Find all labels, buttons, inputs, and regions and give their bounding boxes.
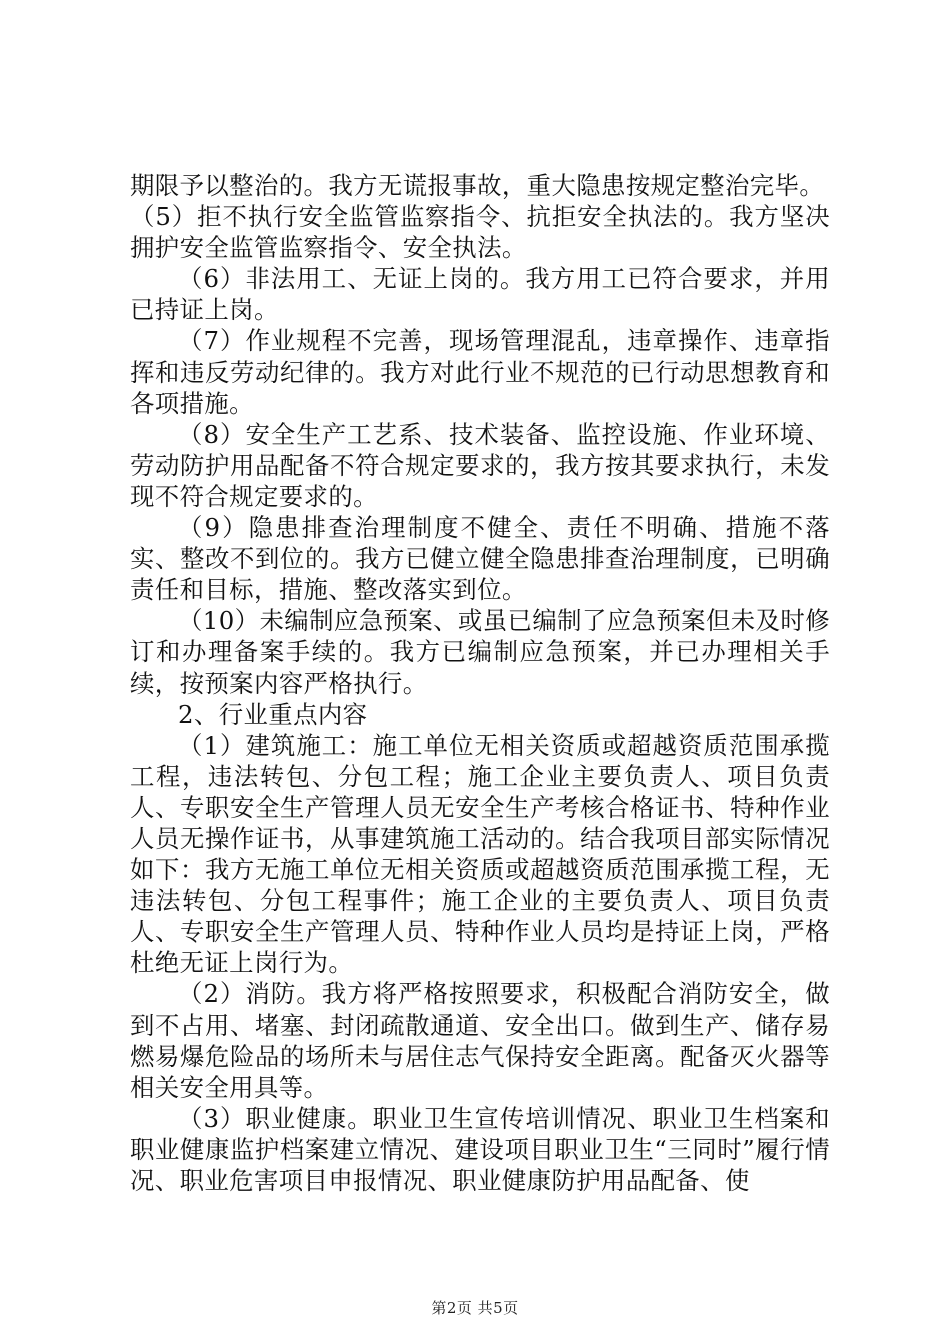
paragraph: （8）安全生产工艺系、技术装备、监控设施、作业环境、劳动防护用品配备不符合规定要求的，我方按其要求执行，未发现不符合规定要求的。	[130, 419, 830, 511]
paragraph: （10）未编制应急预案、或虽已编制了应急预案但未及时修订和办理备案手续的。我方已编制应急预案，并已办理相关手续，按预案内容严格执行。	[130, 606, 830, 698]
paragraph: （3）职业健康。职业卫生宣传培训情况、职业卫生档案和职业健康监护档案建立情况、建设项目职业卫生“三同时”履行情况、职业危害项目申报情况、职业健康防护用品配备、使	[130, 1103, 830, 1195]
paragraph: （5）拒不执行安全监管监察指令、抗拒安全执法的。我方坚决拥护安全监管监察指令、安全执法。	[130, 202, 830, 263]
paragraph: （9）隐患排查治理制度不健全、责任不明确、措施不落实、整改不到位的。我方已健立健全隐患排查治理制度，已明确责任和目标，措施、整改落实到位。	[130, 513, 830, 605]
page-footer: 第2页 共5页	[431, 1299, 519, 1317]
section-heading: 2、行业重点内容	[178, 699, 368, 729]
paragraph: （2）消防。我方将严格按照要求，积极配合消防安全，做到不占用、堵塞、封闭疏散通道、安全出口。做到生产、储存易燃易爆危险品的场所未与居住志气保持安全距离。配备灭火器等相关安全用具等。	[130, 979, 830, 1102]
paragraph: （7）作业规程不完善，现场管理混乱，违章操作、违章指挥和违反劳动纪律的。我方对此行业不规范的已行动思想教育和各项措施。	[130, 326, 830, 418]
paragraph: （6）非法用工、无证上岗的。我方用工已符合要求，并用已持证上岗。	[130, 264, 830, 325]
document-body	[130, 170, 830, 1196]
paragraph: 期限予以整治的。我方无谎报事故，重大隐患按规定整治完毕。	[130, 171, 825, 200]
paragraph: （1）建筑施工：施工单位无相关资质或超越资质范围承揽工程，违法转包、分包工程；施工企业主要负责人、项目负责人、专职安全生产管理人员无安全生产考核合格证书、特种作业人员无操作证书，从事建筑施工活动的。结合我项目部实际情况如下：我方无施工单位无相关资质或超越资质范围承揽工程，无违法转包、分包工程事件；施工企业的主要负责人、项目负责人、专职安全生产管理人员、特种作业人员均是持证上岗，严格杜绝无证上岗行为。	[130, 730, 830, 978]
